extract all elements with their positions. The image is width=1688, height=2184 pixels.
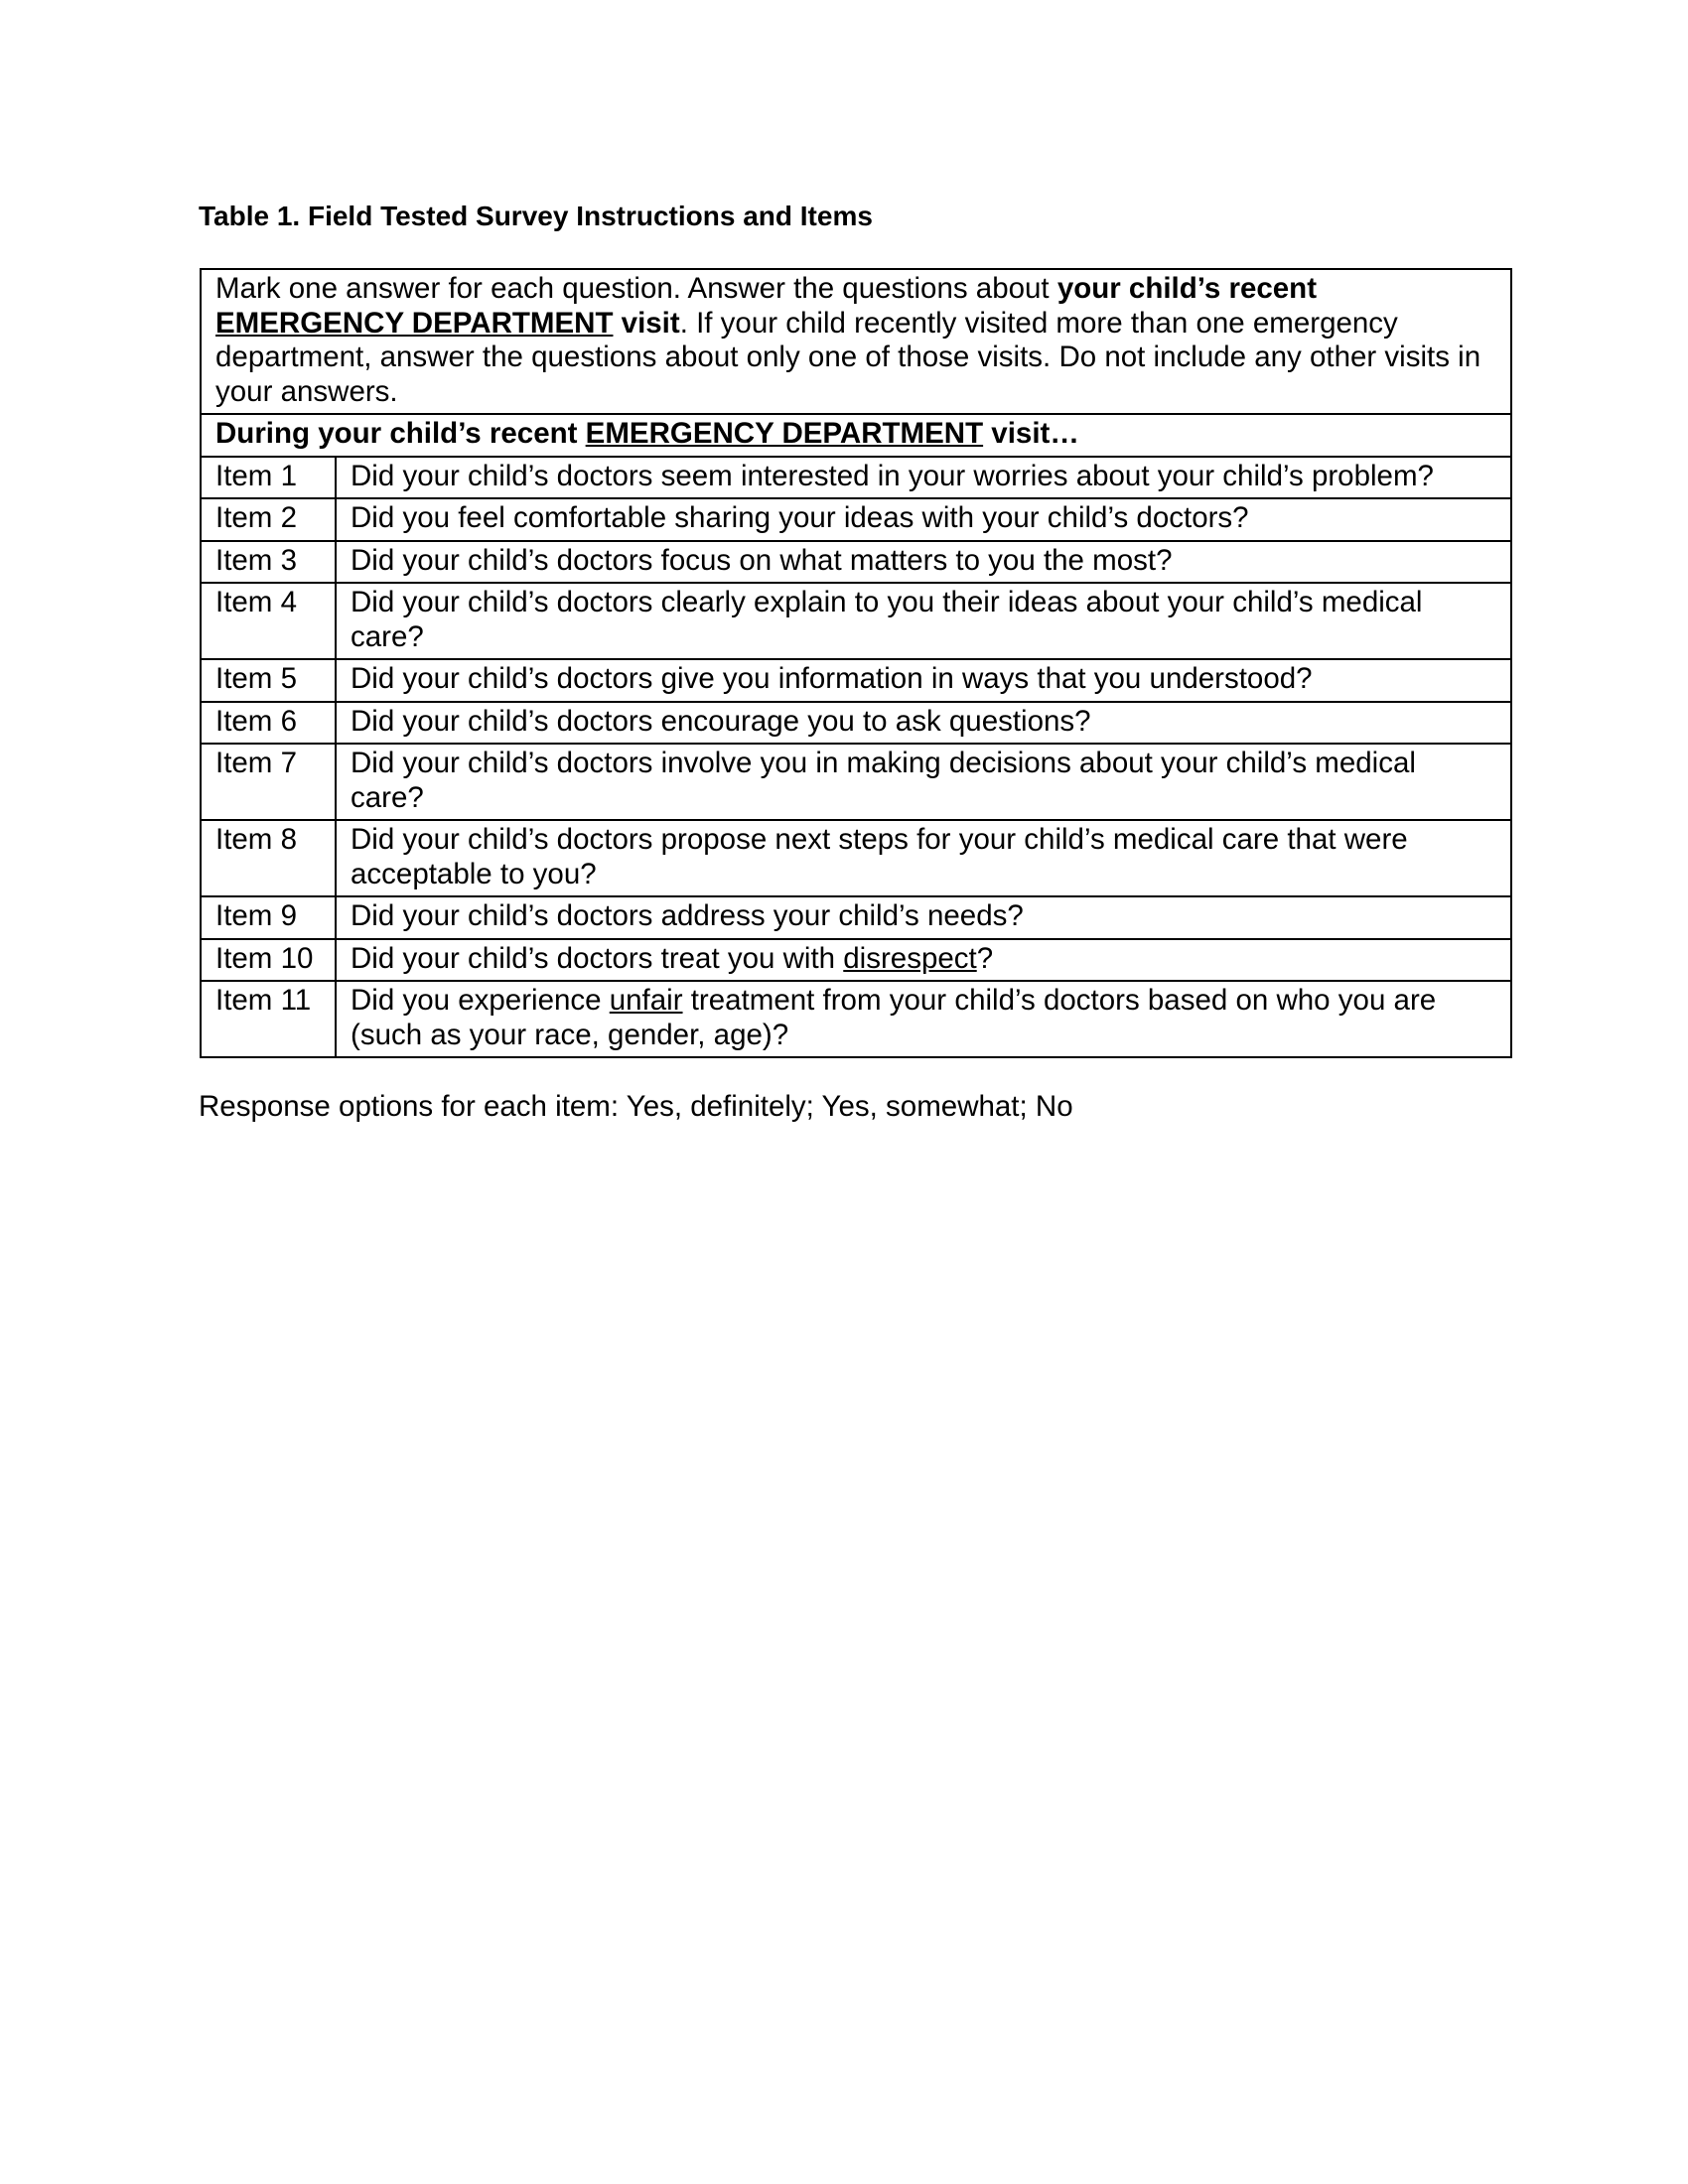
item-question-text: Did your child’s doctors give you information in ways that you understood? (351, 662, 1313, 695)
item-label: Item 7 (201, 744, 336, 820)
item-question-emphasis: disrespect (843, 941, 977, 975)
instructions-cell (201, 269, 1511, 414)
table-row (201, 744, 1511, 820)
item-question-text: Did your child’s doctors focus on what matters to you the most? (351, 543, 1173, 577)
item-label: Item 1 (201, 457, 336, 499)
table-row (201, 896, 1511, 939)
lead-in-emergency-department: EMERGENCY DEPARTMENT (585, 417, 984, 450)
item-label: Item 4 (201, 583, 336, 659)
table-row (201, 659, 1511, 702)
item-question (336, 541, 1511, 584)
item-question-emphasis: unfair (609, 984, 683, 1017)
item-question (336, 820, 1511, 896)
table-row (201, 583, 1511, 659)
item-question-text-end: ? (976, 941, 994, 975)
instructions-bold-2: visit (621, 306, 680, 340)
table-row (201, 981, 1511, 1057)
item-question (336, 583, 1511, 659)
table-title: Table 1. Field Tested Survey Instructions and Items (199, 201, 873, 231)
lead-in-row (201, 414, 1511, 457)
lead-in-cell (201, 414, 1511, 457)
item-question (336, 498, 1511, 541)
table-row (201, 702, 1511, 745)
item-question-text: Did your child’s doctors encourage you to ask questions? (351, 704, 1091, 738)
item-question-text-end: treatment from your child’s doctors based on who you are (such as your race, gender, age)? (351, 984, 1437, 1051)
item-question-text: Did your child’s doctors seem interested in your worries about your child’s problem? (351, 459, 1434, 492)
instructions-row (201, 269, 1511, 414)
item-question (336, 744, 1511, 820)
item-question-text: Did your child’s doctors clearly explain to you their ideas about your child’s medical care? (351, 586, 1423, 653)
item-label: Item 3 (201, 541, 336, 584)
survey-table (200, 268, 1512, 1058)
item-label: Item 9 (201, 896, 336, 939)
instructions-bold-1: your child’s recent (1056, 272, 1318, 305)
item-label: Item 2 (201, 498, 336, 541)
item-question (336, 457, 1511, 499)
item-question-text: Did your child’s doctors address your child’s needs? (351, 899, 1024, 932)
item-label: Item 11 (201, 981, 336, 1057)
item-question (336, 981, 1511, 1057)
item-label: Item 5 (201, 659, 336, 702)
table-row (201, 939, 1511, 982)
table-row (201, 541, 1511, 584)
lead-in-suffix: visit… (983, 417, 1079, 450)
instructions-text-1: Mark one answer for each question. Answer the questions about (215, 272, 1057, 305)
item-question (336, 896, 1511, 939)
item-label: Item 10 (201, 939, 336, 982)
item-question (336, 939, 1511, 982)
item-question-text: Did you feel comfortable sharing your ideas with your child’s doctors? (351, 501, 1249, 534)
response-options-note: Response options for each item: Yes, definitely; Yes, somewhat; No (199, 1090, 1073, 1123)
item-question-text: Did you experience (351, 984, 610, 1017)
table-row (201, 457, 1511, 499)
item-label: Item 6 (201, 702, 336, 745)
table-row (201, 820, 1511, 896)
item-question (336, 702, 1511, 745)
table-row (201, 498, 1511, 541)
item-question (336, 659, 1511, 702)
item-question-text: Did your child’s doctors treat you with (351, 941, 844, 975)
instructions-text-2: . If your child recently visited more than one emergency department, answer the questions about only one of those visits. Do not include any other visits in your answers. (215, 306, 1481, 408)
item-label: Item 8 (201, 820, 336, 896)
lead-in-prefix: During your child’s recent (215, 417, 586, 450)
instructions-emergency-department: EMERGENCY DEPARTMENT (215, 306, 614, 340)
item-question-text: Did your child’s doctors involve you in making decisions about your child’s medical care? (351, 747, 1416, 814)
item-question-text: Did your child’s doctors propose next steps for your child’s medical care that were acceptable to you? (351, 823, 1408, 890)
